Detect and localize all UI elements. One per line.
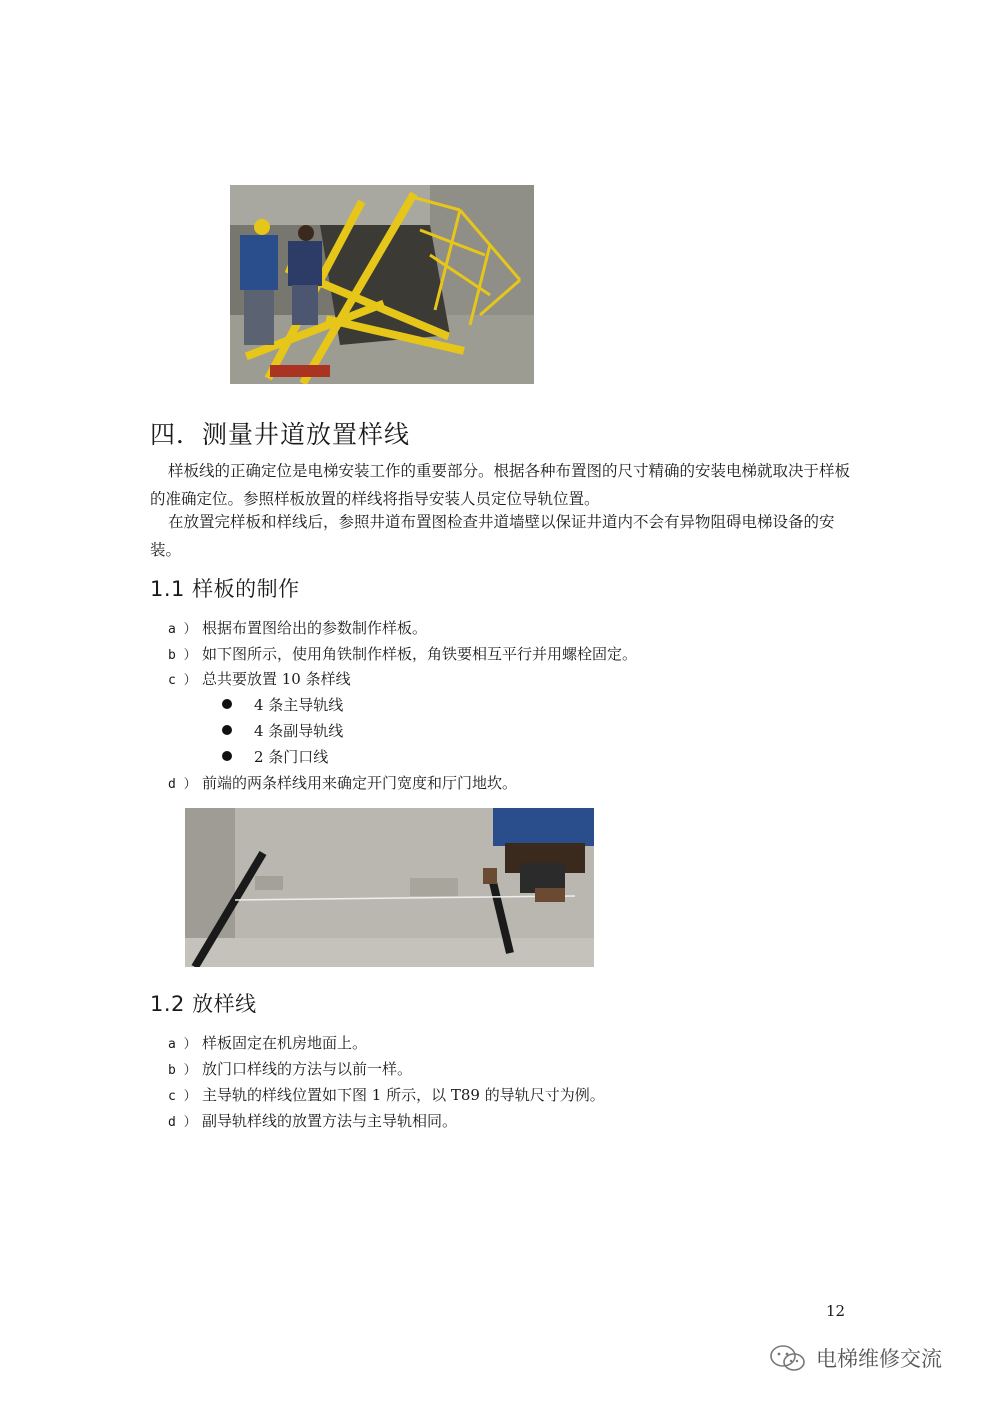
list-marker: c ） bbox=[168, 1089, 197, 1104]
list-marker: b ） bbox=[168, 1063, 197, 1078]
list-text: 前端的两条样线用来确定开门宽度和厅门地坎。 bbox=[202, 774, 518, 792]
bullet-dot bbox=[222, 751, 232, 761]
list-text: 根据布置图给出的参数制作样板。 bbox=[202, 619, 428, 637]
bullet-item bbox=[222, 747, 328, 767]
list-item bbox=[168, 644, 637, 666]
list-marker: d ） bbox=[168, 1115, 197, 1130]
list-text: 主导轨的样线位置如下图 1 所示，以 T89 的导轨尺寸为例。 bbox=[202, 1086, 605, 1104]
list-item bbox=[168, 773, 517, 795]
bullet-dot bbox=[222, 699, 232, 709]
page-number: 12 bbox=[826, 1302, 846, 1320]
list-item bbox=[168, 1033, 367, 1055]
watermark-text: 电梯维修交流 bbox=[816, 1347, 942, 1371]
floor-measurement-photo bbox=[185, 808, 594, 967]
bullet-item bbox=[222, 721, 343, 741]
list-text: 总共要放置 10 条样线 bbox=[202, 670, 351, 688]
paragraph-1: 样板线的正确定位是电梯安装工作的重要部分。根据各种布置图的尺寸精确的安装电梯就取决于样板的准确定位。参照样板放置的样线将指导安装人员定位导轨位置。 bbox=[150, 462, 851, 508]
list-item bbox=[168, 1111, 457, 1133]
bullet-text: 2 条门口线 bbox=[254, 748, 329, 766]
paragraph-2: 在放置完样板和样线后，参照井道布置图检查井道墙壁以保证井道内不会有异物阻碍电梯设备的安装。 bbox=[150, 513, 835, 559]
list-item bbox=[168, 669, 351, 691]
list-text: 样板固定在机房地面上。 bbox=[202, 1034, 368, 1052]
watermark bbox=[768, 1343, 942, 1373]
bullet-dot bbox=[222, 725, 232, 735]
list-marker: d ） bbox=[168, 777, 197, 792]
bullet-item bbox=[222, 695, 343, 715]
list-marker: a ） bbox=[168, 1037, 197, 1052]
subsection-1-title: 1.1 样板的制作 bbox=[150, 577, 300, 601]
list-text: 如下图所示，使用角铁制作样板，角铁要相互平行并用螺栓固定。 bbox=[202, 645, 638, 663]
template-frame-photo bbox=[230, 185, 534, 384]
list-item bbox=[168, 618, 427, 640]
bullet-text: 4 条主导轨线 bbox=[254, 696, 344, 714]
list-marker: c ） bbox=[168, 673, 197, 688]
wechat-icon bbox=[768, 1343, 808, 1373]
list-item bbox=[168, 1059, 412, 1081]
list-marker: a ） bbox=[168, 622, 197, 637]
list-marker: b ） bbox=[168, 648, 197, 663]
subsection-2-title: 1.2 放样线 bbox=[150, 992, 257, 1016]
list-text: 放门口样线的方法与以前一样。 bbox=[202, 1060, 413, 1078]
list-text: 副导轨样线的放置方法与主导轨相同。 bbox=[202, 1112, 458, 1130]
section-title: 四．测量井道放置样线 bbox=[150, 420, 411, 449]
list-item bbox=[168, 1085, 605, 1107]
bullet-text: 4 条副导轨线 bbox=[254, 722, 344, 740]
